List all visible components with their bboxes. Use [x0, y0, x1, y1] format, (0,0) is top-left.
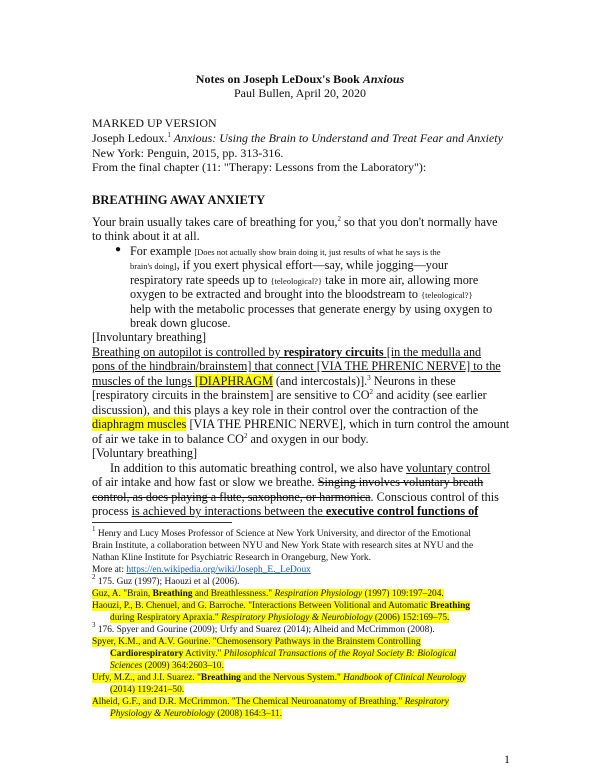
marked-up-label: MARKED UP VERSION	[92, 116, 217, 130]
text: (and intercostals)].	[272, 374, 368, 388]
text: executive control functions of	[325, 504, 479, 518]
footnote-1-line3: Nathan Kline Institute for Psychiatric Research in Orangeburg, New York.	[92, 553, 371, 563]
footnote-1-line1	[92, 525, 471, 540]
ref-alheid-line2	[110, 708, 282, 720]
text: Physiology & Neurobiology	[110, 709, 215, 719]
document-title	[0, 72, 600, 87]
text: of air intake and how fast or slow we breathe.	[92, 475, 318, 489]
text: Spyer, K.M., and A.V. Gourine. "Chemosensory Pathways in the Brainstem Controlling	[92, 637, 421, 647]
chapter-line: From the final chapter (11: "Therapy: Lessons from the Laboratory"):	[92, 160, 427, 174]
text: Guz, A. "Brain,	[92, 589, 153, 599]
struck-text: Singing involves voluntary breath	[317, 475, 484, 489]
text: More at:	[92, 565, 127, 575]
voluntary-label: [Voluntary breathing]	[92, 446, 198, 460]
text: respiratory rate speeds up to	[130, 273, 271, 287]
bullet-line4	[130, 287, 473, 303]
text: Handbook of Clinical Neurology	[343, 673, 466, 683]
text: Neurons in these	[370, 374, 456, 388]
text: Haouzi, P., B. Chenuel, and G. Barroche. "Interactions Between Volitional and Automatic	[92, 601, 431, 611]
text: and Breathlessness."	[192, 589, 275, 599]
text: 176. Spyer and Gourine (2009); Urfy and Suarez (2014); Alheid and McCrimmon (2008).	[97, 625, 435, 635]
text: Philosophical Transactions of the Royal Society B: Biological	[223, 649, 457, 659]
text: , if you exert physical effort—say, while jogging—your	[176, 258, 449, 272]
text: Cardiorespiratory	[110, 649, 184, 659]
text: Henry and Lucy Moses Professor of Science at New York University, and director of the Emotional	[97, 529, 471, 539]
text: Respiratory	[404, 697, 449, 707]
ref-guz	[92, 588, 444, 600]
ref-urfy-line2	[110, 684, 184, 696]
text: In addition to this automatic breathing control, we also have	[110, 461, 407, 475]
text: process	[92, 504, 132, 518]
inv-line3	[92, 374, 456, 389]
text: 175. Guz (1997); Haouzi et al (2006).	[97, 577, 240, 587]
text: Breathing on autopilot is controlled by	[92, 345, 284, 359]
inv-line2: pons of the hindbrain/brainstem] that connect [VIA THE PHRENIC NERVE] to the	[92, 359, 501, 373]
text: and oxygen in our body.	[247, 432, 369, 446]
footnote-number: 2	[92, 573, 96, 581]
bullet-line6: break down glucose.	[130, 316, 231, 330]
text: (2009) 364:2603–10.	[142, 661, 224, 671]
superscript: 2	[243, 432, 248, 440]
ref-urfy-line1	[92, 672, 466, 684]
text: is achieved by interactions between the	[131, 504, 326, 518]
highlighted-text: diaphragm muscles	[92, 417, 187, 431]
bullet-line5: help with the metabolic processes that generate energy by using oxygen to	[130, 302, 493, 316]
bullet-marker: ●	[115, 244, 122, 255]
text: Breathing	[430, 601, 470, 611]
inv-line7	[92, 432, 369, 447]
text: (2006) 152:169–75.	[372, 613, 450, 623]
bullet-line2	[130, 258, 448, 274]
footnote-ref: 1	[167, 131, 171, 139]
text: Your brain usually takes care of breathing for you,	[92, 215, 338, 229]
text: and the Nervous System."	[240, 673, 344, 683]
title-book: Anxious	[362, 72, 405, 86]
ref-haouzi-line1	[92, 600, 470, 612]
author-date: Paul Bullen, April 20, 2020	[234, 86, 366, 100]
inv-line4	[92, 388, 487, 403]
text: oxygen to be extracted and brought into the bloodstream to	[130, 287, 422, 301]
text: . Conscious control of this	[370, 490, 499, 504]
text: For example	[130, 244, 195, 258]
para1-line2: to think about it at all.	[92, 229, 200, 243]
citation-author: Joseph Ledoux.	[92, 131, 168, 145]
publisher-line: New York: Penguin, 2015, pp. 313-316.	[92, 146, 284, 160]
vol-line1	[110, 461, 490, 476]
note: brain's doing]	[130, 261, 177, 271]
footnote-2	[92, 573, 240, 588]
note: {teleological?}	[270, 276, 323, 286]
superscript: 2	[369, 388, 374, 396]
struck-text: control, as does playing a flute, saxophone, or harmonica	[92, 490, 371, 504]
text: (2008) 164:3–11.	[214, 709, 282, 719]
text: take in more air, allowing more	[322, 273, 479, 287]
footnote-number: 3	[92, 621, 96, 629]
footnote-ref: 2	[337, 215, 341, 223]
involuntary-label: [Involuntary breathing]	[92, 330, 207, 344]
inv-line1	[92, 345, 481, 360]
footnote-1-line4	[92, 564, 311, 576]
page-number: 1	[504, 752, 510, 766]
vol-line4	[92, 504, 478, 519]
section-title: BREATHING AWAY ANXIETY	[92, 193, 266, 207]
footnote-1-line2: Brain Institute, a collaboration between NYU and New York State with research sites at NYU and the	[92, 541, 474, 551]
vol-line2	[92, 475, 483, 490]
highlighted-text: [DIAPHRAGM	[194, 374, 273, 388]
footnote-3	[92, 621, 435, 636]
ref-spyer-line1	[92, 636, 421, 648]
citation-line	[92, 131, 503, 146]
text: Breathing	[200, 673, 241, 683]
title-prefix: Notes on Joseph LeDoux's Book	[195, 72, 363, 86]
wikipedia-link[interactable]: https://en.wikipedia.org/wiki/Joseph_E._LeDoux	[126, 565, 311, 575]
footnote-divider	[92, 522, 232, 523]
note: {teleological?}	[421, 290, 473, 300]
text: [respiratory circuits in the brainstem] are sensitive to CO	[92, 388, 370, 402]
text: Respiratory Physiology & Neurobiology	[221, 613, 373, 623]
text: Activity."	[183, 649, 224, 659]
inv-line5: discussion), and this plays a key role in their control over the contraction of the	[92, 403, 479, 417]
text: Sciences	[110, 661, 143, 671]
citation-title: Anxious: Using the Brain to Understand and Treat Fear and Anxiety	[170, 131, 503, 145]
text: [VIA THE PHRENIC NERVE], which in turn control the amount	[186, 417, 510, 431]
ref-spyer-line2	[110, 648, 456, 660]
footnote-ref: 3	[367, 374, 371, 382]
note: [Does not actually show brain doing it, just results of what he says is the	[194, 247, 441, 257]
text: muscles of the lungs	[92, 374, 195, 388]
inv-line6	[92, 417, 509, 432]
text: Respiration Physiology	[274, 589, 363, 599]
text: respiratory circuits	[283, 345, 384, 359]
ref-alheid-line1	[92, 696, 449, 708]
text: (2014) 119:241–50.	[110, 685, 185, 695]
text: Breathing	[152, 589, 193, 599]
text: Alheid, G.F., and D.R. McCrimmon. "The Chemical Neuroanatomy of Breathing."	[92, 697, 405, 707]
text: during Respiratory Apraxia."	[110, 613, 222, 623]
text: (1997) 109:197–204.	[362, 589, 444, 599]
text: Urfy, M.Z., and J.I. Suarez. "	[92, 673, 201, 683]
text: of air we take in to balance CO	[92, 432, 244, 446]
text: voluntary control	[406, 461, 491, 475]
text: so that you don't normally have	[341, 215, 498, 229]
vol-line3	[92, 490, 499, 505]
text: [in the medulla and	[383, 345, 482, 359]
text: and acidity (see earlier	[373, 388, 487, 402]
ref-spyer-line3	[110, 660, 224, 672]
footnote-number: 1	[92, 525, 96, 533]
ref-haouzi-line2	[110, 612, 449, 624]
para1-line1	[92, 215, 498, 230]
